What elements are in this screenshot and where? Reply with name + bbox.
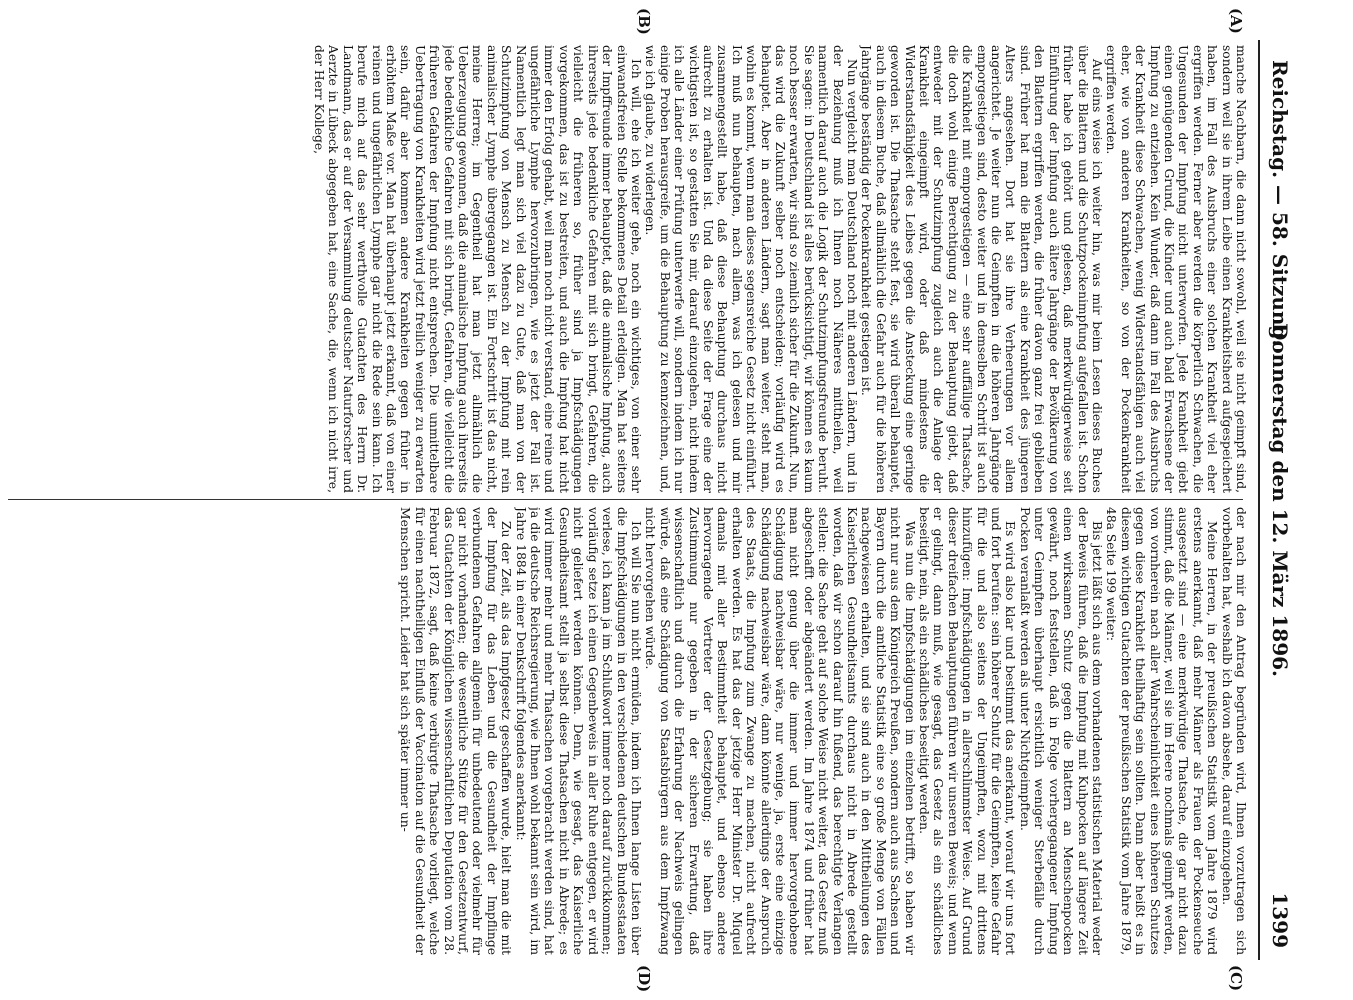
- paragraph: manche Nachbarn, die dann nicht sowohl, weil sie nicht geimpft sind, sondern weil sie in ihrem Leibe einen Krankheitsherd aufgespeichert haben, im Fall des Ausbruchs einer solchen Krankheit viel eher ergriffen werden. Ferner aber werden die körperlich Schwachen, die Ungesunden der Impfung nicht unterworfen. Jede Krankheit giebt einen genügenden Grund, die Kinder und auch bald Erwachsene der Impfung zu entziehen. Kein Wunder, daß dann im Fall des Ausbruchs der Krankheit diese Schwachen, wenig Widerstandsfähigen auch viel eher, wie von anderen Krankheiten, so von der Pockenkrankheit ergriffen werden.: [1104, 45, 1248, 493]
- paragraph: Ich will, ehe ich weiter gehe, noch ein wichtiges, von einer sehr einwandsfreien Stelle bekommenes Detail erledigen. Man hat seitens der Impffreunde immer behauptet, daß die animalische Impfung, auch ihrerseits jede bedenkliche Gefahren mit sich bringt, Gefahren, die vielleicht die früheren so, früher sind ja Impfschädigungen vorgekommen, das ist zu bestreiten, und auch die Impfung hat nicht immer den Erfolg gehabt, weil man noch nicht verstand, eine reine und ungefährliche Lymphe hervorzubringen, wie es jetzt der Fall ist. Namentlich legt man sich viel dazu zu Gute, daß man von der Schutzimpfung von Mensch zu Mensch zu der Impfung mit rein animalischer Lymphe übergegangen ist. Ein Fortschritt ist das nicht, meine Herren; im Gegentheil hat man jetzt allmählich die Ueberzeugung gewonnen, daß die animalische Impfung auch ihrerseits jede bedenkliche Gefahren mit sich bringt, Gefahren, die vielleicht die früheren Gefahren der Impfung nicht entsprechen. Die unmittelbare Uebertragung von Krankheiten wird jetzt freilich weniger zu erwarten sein, dafür aber kommen andere Krankheiten gegen früher in erhöhtem Maße vor. Man hat überhaupt jetzt erkannt, daß von einer reinen und ungefährlichen Lymphe gar nicht die Rede sein kann. Ich berufe mich auf das sehr werthvolle Gutachten des Herrn Dr. Landmann, das er auf der Versammlung deutscher Naturforscher und Aerzte in Lübeck abgegeben hat, eine Sache, die, wenn ich nicht irre, der Herr Kollege,: [312, 45, 643, 493]
- margin-mark-a: (A): [1227, 8, 1245, 34]
- margin-mark-c: (C): [1227, 965, 1245, 992]
- quoted-paragraph: Zu der Zeit, als das Impfgesetz geschaffen wurde, hielt man die mit der Impfung für das Leben und die Gesundheit der Impflinge verbundenen Gefahren allgemein für unbedeutend oder vielmehr für gar nicht vorhanden; die wesentliche Stütze für den Gesetzentwurf, das Gutachten der Königlichen wissenschaftlichen Deputation vom 28. Februar 1872, sagt, daß keine verbürgte Thatsache vorliegt, welche für einen nachtheiligen Einfluß der Vaccination auf die Gesundheit der Menschen spricht. Leider hat sich später immer un-: [398, 507, 514, 955]
- left-column: [3, 45, 1248, 493]
- paragraph: Es wird also klar und bestimmt das anerkannt, worauf wir uns fort und fort berufen: sein höherer Schutz für die Geimpften, keine Gefahr für die und also seitens der Ungeimpften, wozu mit drittens hinzufügen: Impfschädigungen in allerschlimmster Weise. Auf Grund dieser dreifachen Behauptungen führen wir unseren Beweis; und wenn er gelingt, dann muß, wie gesagt, das Gesetz als ein schädliches beseitigt, nein, als ein schädliches beseitigt werden.: [917, 507, 1018, 955]
- paragraph: Ich will Sie nun nicht ermüden, indem ich Ihnen lange Listen über die Impfschädigungen in den verschiedenen deutschen Bundesstaaten verlese, ich kann ja im Schlußwort immer noch darauf zurückkommen; vorläufig setze ich einen Gegenbeweis in aller Ruhe entgegen, er wird nicht geliefert werden können. Denn, wie gesagt, das Kaiserliche Gesundheitsamt stellt ja selbst diese Thatsachen nicht in Abrede; es wird immer mehr und mehr Thatsachen vorgebracht werden sind, hat ja die deutsche Reichsregierung, wie Ihnen wohl bekannt sein wird, im Jahre 1884 in einer Denkschrift folgendes anerkannt:: [513, 507, 643, 955]
- header-session: Reichstag. — 58. Sitzung.: [1268, 60, 1292, 347]
- paragraph: Nun vergleicht man Deutschland noch mit anderen Ländern, und in der Beziehung muß ich Ihnen noch Näheres mittheilen, weil namentlich darauf auch die Logik der Schutzimpfungsfreunde beruht. Sie sagen: in Deutschland ist alles berücksichtigt, wir können es kaum noch besser erwarten, wir sind so ziemlich sicher für die Zukunft. Nun, das wird die Zukunft selber noch entscheiden; vorläufig wird es behauptet. Aber in anderen Ländern, sagt man weiter, steht man, wohin es kommt, wenn man dieses segensreiche Gesetz nicht einführt. Ich muß nun behaupten, nach allem, was ich gelesen und mir zusammengestellt habe, daß diese Behauptung durchaus nicht aufrecht zu erhalten ist. Und da diese Seite der Frage eine der wichtigsten ist, so gestatten Sie mir, darauf einzugehen, nicht indem ich alle Länder einer Prüfung unterwerfe will, sondern indem ich nur einige Proben herausgreife, um die Behauptung zu kennzeichnen, und, wie ich glaube, zu widerlegen.: [643, 45, 860, 493]
- right-column: [3, 507, 1248, 955]
- page-header: [1258, 40, 1298, 960]
- margin-mark-b: (B): [635, 8, 653, 35]
- header-date: Donnerstag den 12. März 1896.: [1268, 323, 1292, 677]
- page-number: 1399: [1268, 892, 1292, 948]
- margin-mark-d: (D): [635, 965, 653, 993]
- paragraph: Auf eins weise ich weiter hin, was mir beim Lesen dieses Buches über die Blattern und die Schutzpockenimpfung aufgefallen ist. Schon früher habe ich gehört und gelesen, daß merkwürdigerweise seit Einführung der Impfung auch ältere Jahrgänge der Bevölkerung von den Blattern ergriffen werden, die früher davon ganz frei geblieben sind. Früher hat man die Blattern als eine Krankheit des jüngeren Alters angesehen. Dort hat sie ihre Verheerungen vor allem angerichtet. Je weiter nun die Geimpften in die höheren Jahrgänge emporgestiegen sind, desto weiter und in demselben Schritt ist auch die Krankheit mit emporgestiegen — eine sehr auffällige Thatsache, die doch wohl einige Berechtigung zu der Behauptung giebt, daß entweder mit der Schutzimpfung zugleich auch die Anlage der Krankheit eingeimpft wird, oder daß mindestens die Widerstandsfähigkeit des Leibes gegen die Ansteckung eine geringe geworden ist. Die Thatsache steht fest, sie wird überall behauptet, auch in diesem Buche, daß allmählich die Gefahr auch für die höheren Jahrgänge beständig der Pockenkrankheit gestiegen ist.: [859, 45, 1104, 493]
- column-divider: [8, 499, 1243, 500]
- quoted-paragraph: Bis jetzt läßt sich aus dem vorhandenen statistischen Material weder der Beweis führen, daß die Impfung mit Kuhpocken auf längere Zeit einen wirksamen Schutz gegen die Blattern an Menschenpocken gewährt, noch feststellen, daß in Folge vorhergegangener Impfung unter Geimpften überhaupt ersichtlich weniger Sterbefälle durch Pocken veranlaßt werden als unter Nichtgeimpften.: [1017, 507, 1104, 955]
- paragraph: Meine Herren, in der preußischen Statistik vom Jahre 1879 wird erstens anerkannt, daß mehr Männer als Frauen der Pockenseuche ausgesetzt sind — eine merkwürdige Thatsache, die gar nicht dazu stimmt, daß die Männer, weil sie im Heere nochmals geimpft werden, von vornherein nach aller Wahrscheinlichkeit eines höheren Schutzes gegen diese Krankheit theilhaftig sein sollten. Dann aber heißt es in diesem wichtigen Gutachten der preußischen Statistik vom Jahre 1879, 48a Seite 199 weiter:: [1104, 507, 1220, 955]
- paragraph: der nach mir den Antrag begründen wird, Ihnen vorzutragen sich vorbehalten hat, weshalb ich davon absehe, darauf einzugehen.: [1219, 507, 1248, 955]
- paragraph: Was nun die Impfschädigungen im einzelnen betrifft, so haben wir nicht nur aus dem Königreich Preußen, sondern auch aus Sachsen und Bayern durch die amtliche Statistik eine so große Menge von Fällen nachgewiesen erhalten, und sie sind auch in den Mittheilungen des Kaiserlichen Gesundheitsamts durchaus nicht in Abrede gestellt worden, daß wir schon darauf hin fußend, das berechtigte Verlangen stellen: die Sache geht auf solche Weise nicht weiter, das Gesetz muß abgeschafft oder abgeändert werden. Im Jahre 1874 und früher hat man nicht genug über die immer und immer hervorgehobene Schädigung nachweisbar wäre, nur wenige, ja, erste eine einzige Schädigung nachweisbar wäre, dann könnte allerdings der Anspruch des Staats, die Impfung zum Zwange zu machen, nicht aufrecht erhalten werden. Es hat das der jetzige Herr Minister Dr. Miquel damals mit aller Bestimmtheit behauptet, und ebenso andere hervorragende Vertreter der Gesetzgebung; sie haben ihre Zustimmung nur gegeben in der sicheren Erwartung, daß wissenschaftlich und durch die Erfahrung der Nachweis gelingen würde, daß eine Schädigung von Staatsbürgern aus dem Impfzwang nicht hervorgehen würde.: [643, 507, 917, 955]
